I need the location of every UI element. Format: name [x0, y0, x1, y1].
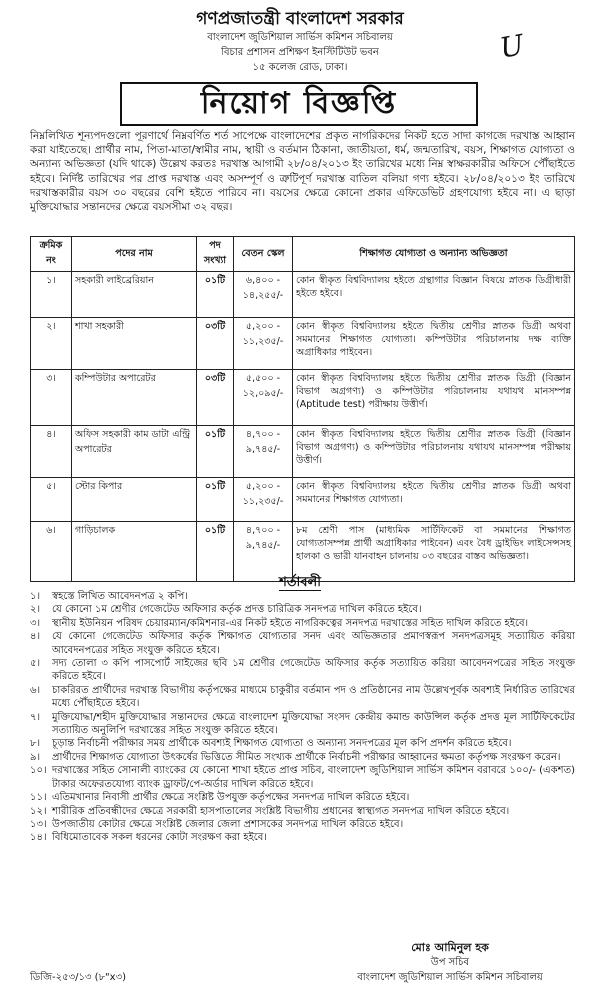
list-item — [30, 764, 575, 791]
term-text: যে কোনো গেজেটেড অফিসার কর্তৃক শিক্ষাগত যোগ্যতার সনদ এবং অভিজ্ঞতার প্রমাণস্বরূপ সনদপত্রসমূহ সত্যায়িত করিয়া আবেদনপত্রের সহিত সংযুক্ত করিতে হইবে। — [52, 631, 575, 656]
address: ১৫ কলেজ রোড, ঢাকা। — [252, 62, 348, 73]
list-item — [30, 684, 575, 711]
term-number: ৪। — [30, 631, 41, 643]
term-number: ৬। — [30, 684, 41, 696]
row-serial: ৩। — [31, 370, 72, 426]
signatory-office: বাংলাদেশ জুডিশিয়াল সার্ভিস কমিশন সচিবালয় — [357, 972, 543, 983]
list-item — [30, 805, 575, 818]
row-post-name: শাখা সহকারী — [72, 318, 197, 370]
row-pay-scale: ৫,৫০০ - ১২,০৯৫/- — [234, 370, 293, 426]
term-number: ১৩। — [30, 818, 47, 830]
term-number: ১০। — [30, 765, 47, 777]
row-serial: ২। — [31, 318, 72, 370]
list-item — [30, 657, 575, 684]
term-text: শারীরিক প্রতিবন্ধীদের ক্ষেত্রে সরকারী হাসপাতালের সংশ্লিষ্ট বিভাগীয় প্রধানের স্বাস্থ্যগত সনদপত্র দাখিল করিতে হইবে। — [52, 805, 510, 817]
list-item — [30, 818, 575, 831]
table-row — [31, 478, 575, 522]
term-text: দরখাস্তের সহিত সোনালী ব্যাংকের যে কোনো শাখা হইতে প্রাপ্ত সচিব, বাংলাদেশ জুডিশিয়াল সার্ভিস কমিশন বরাবরে ১০০/- (একশত) টাকার অফেরতযোগ্য ব্যাংক ড্রাফট/পে-অর্ডার দাখিল করিতে হইবে। — [52, 765, 575, 790]
row-post-count: ০১টি — [197, 426, 234, 478]
government-heading: গণপ্রজাতন্ত্রী বাংলাদেশ সরকার — [196, 9, 404, 29]
term-number: ৮। — [30, 738, 41, 750]
term-text: যে কোনো ১ম শ্রেণীর গেজেটেড অফিসার কর্তৃক প্রদত্ত চারিত্রিক সনদপত্র দাখিল করিতে হইবে। — [52, 604, 422, 616]
building-name: বিচার প্রশাসন প্রশিক্ষণ ইনস্টিটিউট ভবন — [221, 47, 379, 58]
handwritten-mark: U — [497, 28, 527, 65]
row-qualification: কোন স্বীকৃত বিশ্ববিদ্যালয় হইতে দ্বিতীয় শ্রেণীর স্নাতক ডিগ্রী (বিজ্ঞান বিভাগ অগ্রগণ্য) ও কম্পিউটার পরিচালনায় যথাযথ মানসম্পন্ন পরীক্ষায় উত্তীর্ণ। — [293, 426, 575, 478]
row-post-count: ০৩টি — [197, 370, 234, 426]
row-serial: ১। — [31, 272, 72, 318]
footer-code: ডিজি-২৫৩/১৩ (৮"x৩) — [30, 972, 126, 983]
row-post-count: ০১টি — [197, 522, 234, 582]
term-number: ১১। — [30, 792, 47, 804]
row-post-count: ০৩টি — [197, 318, 234, 370]
term-text: প্রার্থীদের শিক্ষাগত যোগ্যতা উৎকর্ষের ভিত্তিতে সীমিত সংখ্যক প্রার্থীকে নির্বাচনী পরীক্ষার আহ্বানের ক্ষমতা কর্তৃপক্ষ সংরক্ষণ করেন। — [52, 751, 561, 763]
list-item — [30, 603, 575, 616]
term-text: স্থানীয় ইউনিয়ন পরিষদ চেয়ারম্যান/কমিশনার-এর নিকট হইতে নাগরিকত্বের সনদপত্র দরখাস্তের সহিত দাখিল করিতে হইবে। — [52, 617, 529, 629]
list-item — [30, 791, 575, 804]
row-serial: ৫। — [31, 478, 72, 522]
term-number: ১২। — [30, 805, 47, 817]
term-number: ৭। — [30, 711, 41, 723]
terms-list — [30, 590, 575, 845]
row-serial: ৬। — [31, 522, 72, 582]
vacancy-table — [30, 236, 575, 582]
term-number: ৫। — [30, 658, 41, 670]
list-item — [30, 630, 575, 657]
row-post-count: ০১টি — [197, 478, 234, 522]
term-text: সদ্য তোলা ৩ কপি পাসপোর্ট সাইজের ছবি ১ম শ্রেণীর গেজেটেড অফিসার কর্তৃক সত্যায়িত করিয়া আবেদনপত্রের সহিত সংযুক্ত করিতে হইবে। — [52, 658, 575, 683]
header-serial: ক্রমিক নং — [31, 237, 72, 272]
term-number: ২। — [30, 604, 41, 616]
row-pay-scale: ৪,৭০০ - ৯,৭৪৫/- — [234, 522, 293, 582]
term-number: ৩। — [30, 617, 41, 629]
signatory-post: উপ সচিব — [430, 957, 470, 968]
header-post-name: পদের নাম — [72, 237, 197, 272]
row-qualification: কোন স্বীকৃত বিশ্ববিদ্যালয় হইতে দ্বিতীয় শ্রেণীর স্নাতক ডিগ্রী অথবা সমমানের শিক্ষাগত যোগ্যতা। — [293, 478, 575, 522]
row-post-name: স্টোর কিপার — [72, 478, 197, 522]
term-number: ১৪। — [30, 832, 47, 844]
term-text: বিধিমোতাবেক সকল ধরনের কোটা সংরক্ষণ করা হইবে। — [52, 832, 267, 844]
term-number: ১। — [30, 591, 41, 602]
term-text: মুক্তিযোদ্ধা/শহীদ মুক্তিযোদ্ধার সন্তানদের ক্ষেত্রে বাংলাদেশ মুক্তিযোদ্ধা সংসদ কেন্দ্রীয় কমান্ড কাউন্সিল কর্তৃক প্রদত্ত মূল সার্টিফিকেটের সত্যায়িত অনুলিপি দরখাস্তের সহিত সংযুক্ত করিতে হইবে। — [52, 711, 575, 737]
header-pay-scale: বেতন স্কেল — [234, 237, 293, 272]
list-item — [30, 711, 575, 738]
header-post-count: পদ সংখ্যা — [197, 237, 234, 272]
intro-paragraph: নিম্নলিখিত শূন্যপদগুলো পূরণার্থে নিম্নবর্ণিত শর্ত সাপেক্ষে বাংলাদেশের প্রকৃত নাগরিকদের নিকট হতে সাদা কাগজে দরখাস্ত আহ্বান করা যাইতেছে। প্রার্থীর নাম, পিতা-মাতা/স্বামীর নাম, স্থায়ী ও বর্তমান ঠিকানা, জাতীয়তা, ধর্ম, জন্মতারিখ, বয়স, শিক্ষাগত যোগ্যতা ও অন্যান্য অভিজ্ঞতা (যদি থাকে) উল্লেখ করতঃ দরখাস্ত আগামী ২৮/০৪/২০১৩ ইং তারিখের মধ্যে নিম্ন স্বাক্ষরকারীর অফিসে পৌঁছাইতে হইবে। নির্দিষ্ট তারিখের পর প্রাপ্ত দরখাস্ত এবং অসম্পূর্ণ ও ত্রুটিপূর্ণ দরখাস্ত বাতিল বলিয়া গণ্য হইবে। ২৮/০৪/২০১৩ ইং তারিখে দরখাস্তকারীর বয়স ৩০ বছরের বেশি হইতে পারিবে না। বয়সের ক্ষেত্রে কোনো প্রকার এফিডেভিট গ্রহণযোগ্য হইবে না। এ ছাড়া মুক্তিযোদ্ধার সন্তানদের ক্ষেত্রে বয়সসীমা ৩২ বছর। — [30, 130, 575, 214]
table-row — [31, 318, 575, 370]
term-text: এতিমখানার নিবাসী প্রার্থীর ক্ষেত্রে সংশ্লিষ্ট উপযুক্ত কর্তৃপক্ষের সনদপত্র দাখিল করিতে হইবে। — [52, 792, 410, 804]
title-box — [120, 82, 478, 126]
row-qualification: কোন স্বীকৃত বিশ্ববিদ্যালয় হইতে দ্বিতীয় শ্রেণীর স্নাতক ডিগ্রী (বিজ্ঞান বিভাগ অগ্রগণ্য) ও কম্পিউটার পরিচালনায় যথাযথ মানসম্পন্ন (Aptitude test) পরীক্ষায় উত্তীর্ণ। — [293, 370, 575, 426]
table-row — [31, 426, 575, 478]
row-serial: ৪। — [31, 426, 72, 478]
list-item — [30, 751, 575, 764]
row-post-count: ০১টি — [197, 272, 234, 318]
term-text: চাকরিরত প্রার্থীদের দরখাস্ত বিভাগীয় কর্তৃপক্ষের মাধ্যমে চাকুরীর বর্তমান পদ ও প্রতিষ্ঠানের নাম উল্লেখপূর্বক অবশ্যই নির্ধারিত তারিখের মধ্যে পৌঁছাইতে হইবে। — [52, 684, 575, 710]
table-header-row — [31, 237, 575, 272]
row-post-name: সহকারী লাইব্রেরিয়ান — [72, 272, 197, 318]
terms-heading-text: শর্তাবলী — [279, 575, 321, 590]
row-post-name: গাড়িচালক — [72, 522, 197, 582]
row-pay-scale: ৪,৭০০ - ৯,৭৪৫/- — [234, 426, 293, 478]
office-name: বাংলাদেশ জুডিশিয়াল সার্ভিস কমিশন সচিবালয় — [207, 32, 393, 43]
table-row — [31, 370, 575, 426]
list-item — [30, 617, 575, 630]
row-pay-scale: ৫,২০০ - ১১,২৩৫/- — [234, 318, 293, 370]
list-item — [30, 831, 575, 844]
row-post-name: কম্পিউটার অপারেটর — [72, 370, 197, 426]
row-pay-scale: ৬,৪০০ - ১৪,২৫৫/- — [234, 272, 293, 318]
term-text: উপজাতীয় কোটার ক্ষেত্রে সংশ্লিষ্ট জেলার জেলা প্রশাসকের সনদপত্র দাখিল করিতে হইবে। — [52, 818, 404, 830]
term-number: ৯। — [30, 751, 41, 763]
list-item — [30, 737, 575, 750]
term-text: স্বহস্তে লিখিত আবেদনপত্র ২ কপি। — [52, 591, 188, 602]
table-row — [31, 272, 575, 318]
row-qualification: ৮ম শ্রেণী পাস (মাধ্যমিক সার্টিফিকেট বা সমমানের শিক্ষাগত যোগ্যতাসম্পন্ন প্রার্থী অগ্রাধিকার পাইবেন) এবং বৈধ ড্রাইভিং লাইসেন্সসহ হালকা ও ভারী যানবাহন চালনায় ০৩ বছরের বাস্তব অভিজ্ঞতা। — [293, 522, 575, 582]
row-qualification: কোন স্বীকৃত বিশ্ববিদ্যালয় হইতে গ্রন্থাগার বিজ্ঞান বিষয়ে স্নাতক ডিগ্রীধারী হইতে হইবে। — [293, 272, 575, 318]
row-post-name: অফিস সহকারী কাম ডাটা এন্ট্রি অপারেটর — [72, 426, 197, 478]
row-qualification: কোন স্বীকৃত বিশ্ববিদ্যালয় হইতে দ্বিতীয় শ্রেণীর স্নাতক ডিগ্রী অথবা সমমানের শিক্ষাগত যোগ্যতা। কম্পিউটার পরিচালনায় দক্ষ ব্যক্তি অগ্রাধিকার পাইবেন। — [293, 318, 575, 370]
row-pay-scale: ৫,২০০ - ১১,২৩৫/- — [234, 478, 293, 522]
notice-title: নিয়োগ বিজ্ঞপ্তি — [200, 86, 398, 121]
list-item — [30, 590, 575, 603]
signatory-name: মোঃ আমিনুল হক — [411, 941, 489, 954]
header-qualification: শিক্ষাগত যোগ্যতা ও অন্যান্য অভিজ্ঞতা — [293, 237, 575, 272]
term-text: চূড়ান্ত নির্বাচনী পরীক্ষার সময় প্রার্থীকে অবশ্যই শিক্ষাগত যোগ্যতা ও অন্যান্য সনদপত্রের মূল কপি প্রদর্শন করিতে হইবে। — [52, 738, 512, 750]
